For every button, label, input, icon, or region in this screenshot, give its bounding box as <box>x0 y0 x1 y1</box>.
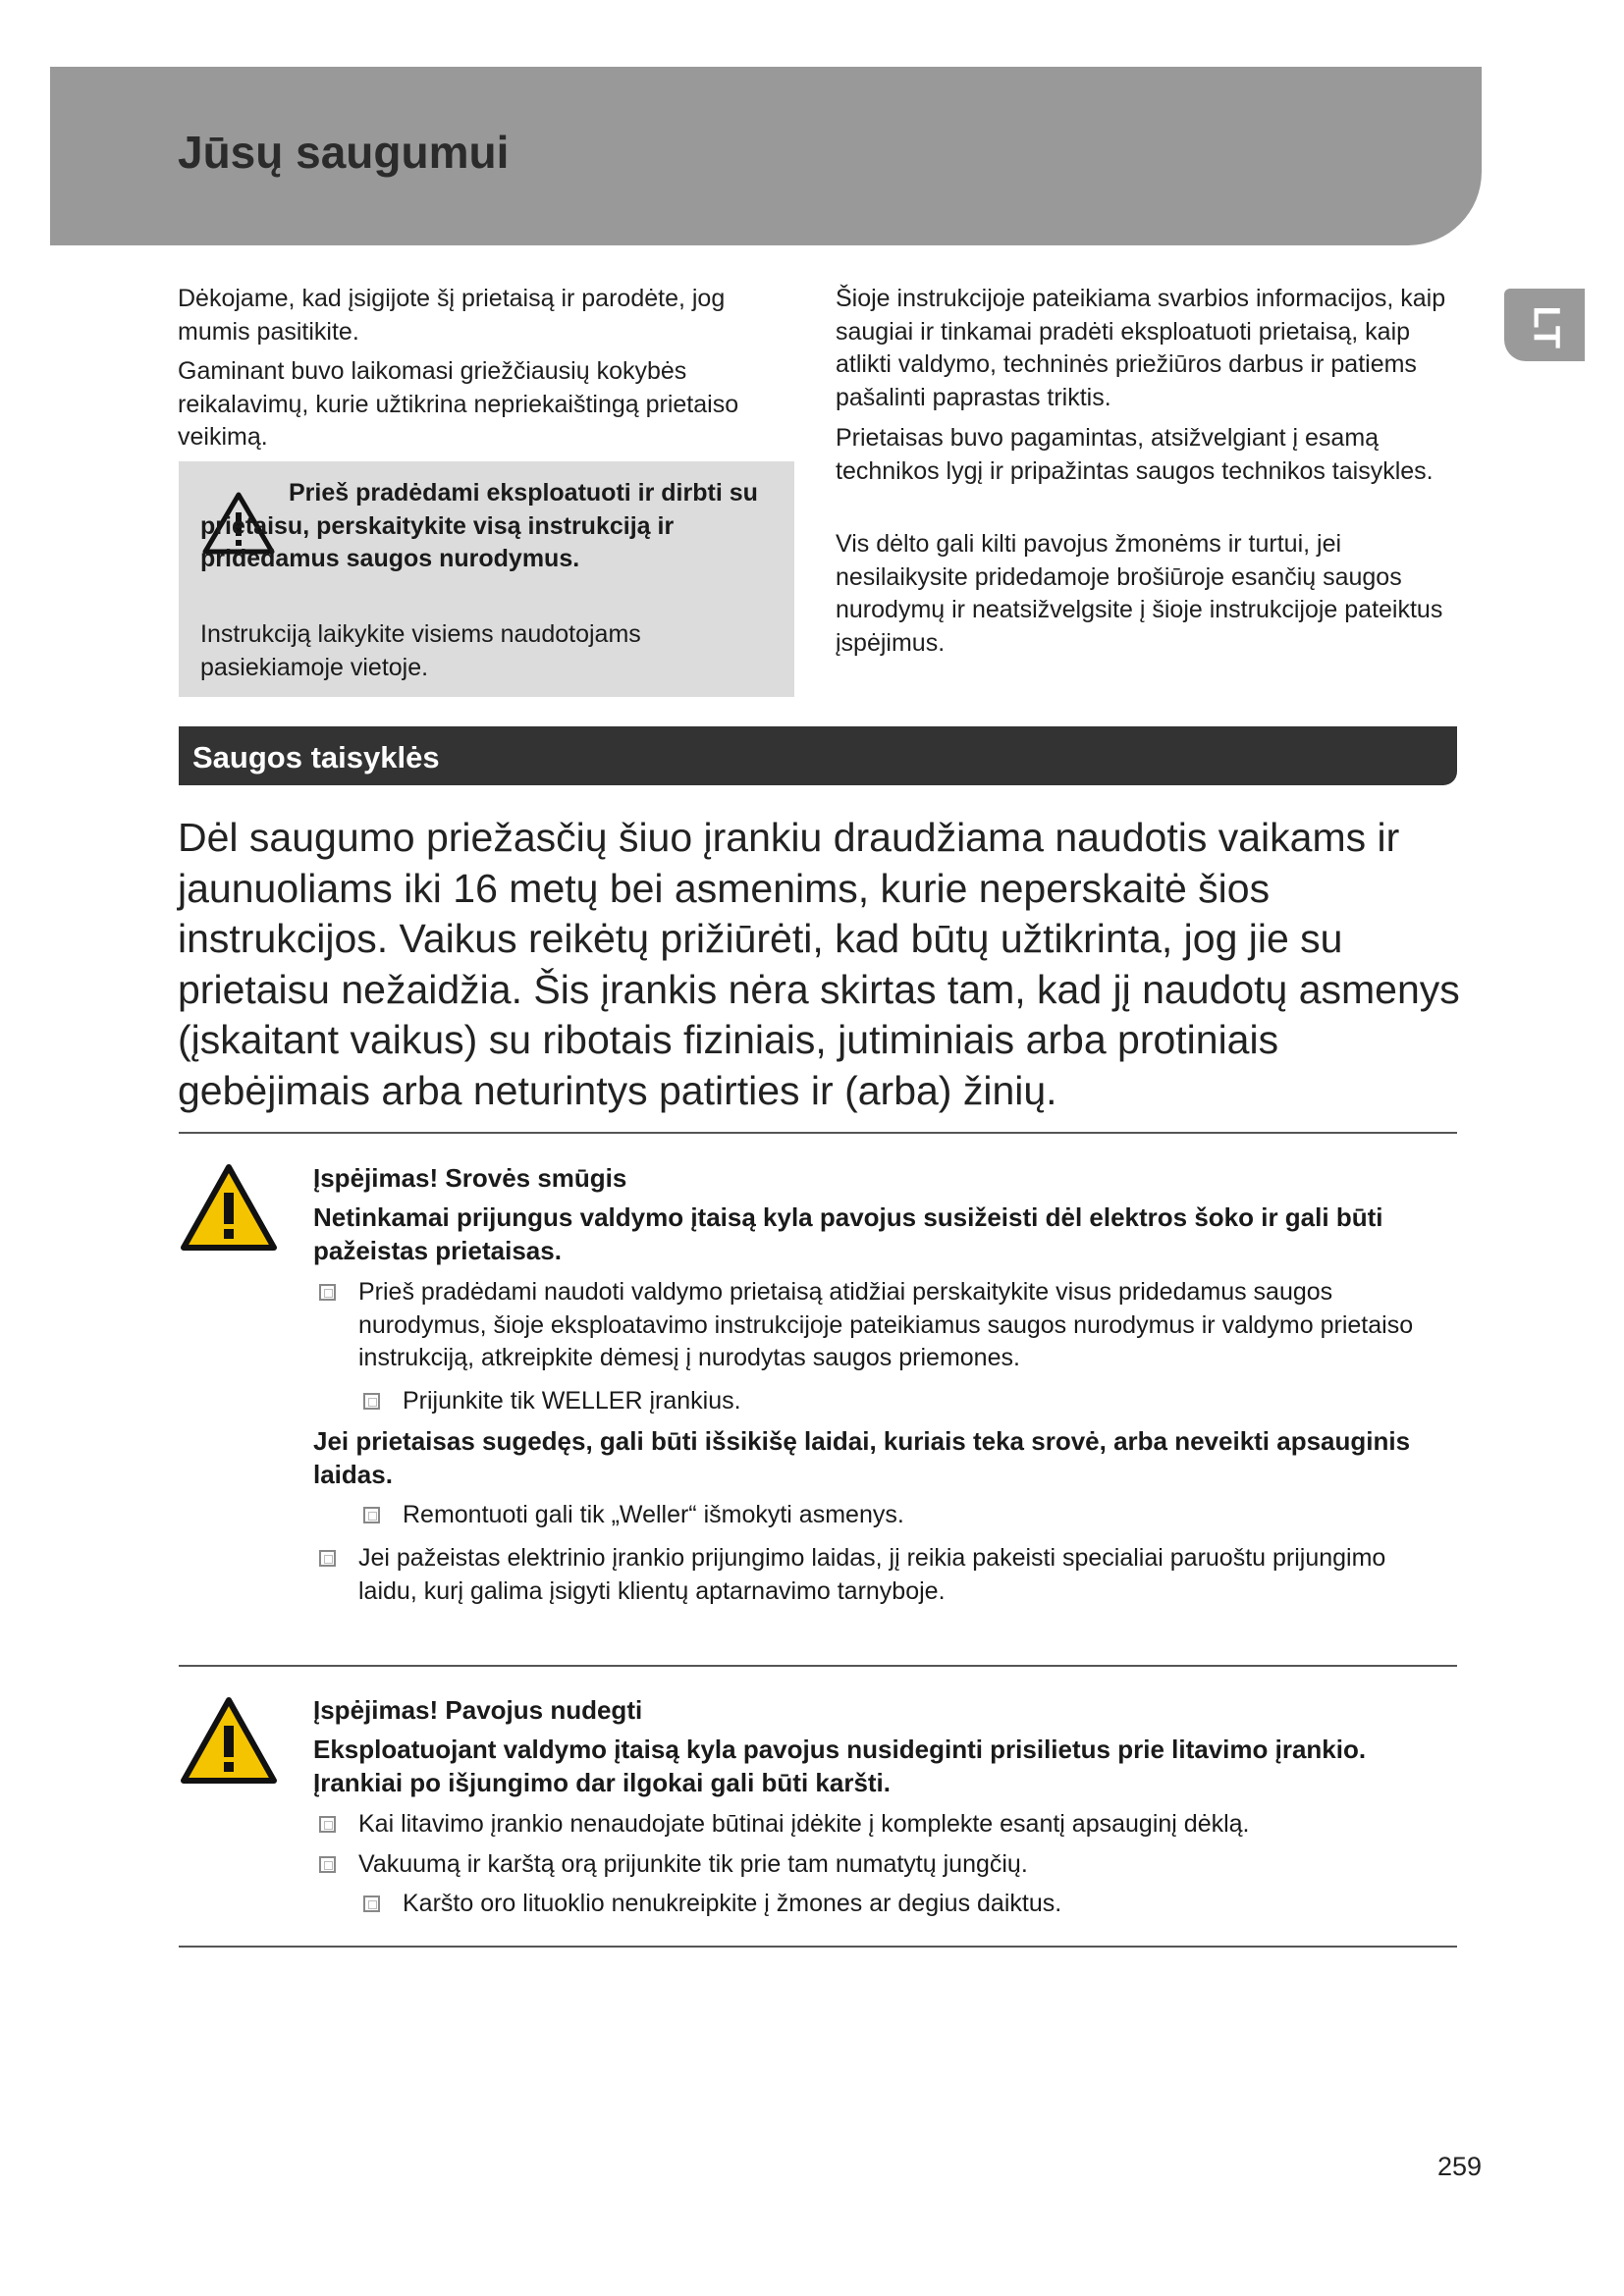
list-item: Jei pažeistas elektrinio įrankio prijungimo laidas, jį reikia pakeisti specialiai paruoštu prijungimo laidu, kurį galima įsigyti klientų aptarnavimo tarnyboje. <box>358 1542 1438 1608</box>
list-item: Karšto oro lituoklio nenukreipkite į žmones ar degius daiktus. <box>403 1888 1443 1921</box>
warning-1-title: Įspėjimas! Srovės smūgis <box>313 1163 627 1193</box>
divider <box>179 1665 1457 1667</box>
checkbox-bullet-icon <box>319 1550 336 1567</box>
divider <box>179 1132 1457 1134</box>
page-title: Jūsų saugumui <box>178 127 510 178</box>
page-number: 259 <box>1437 2152 1483 2181</box>
info-paragraph-1: Šioje instrukcijoje pateikiama svarbios informacijos, kaip saugiai ir tinkamai pradėti eksploatuoti prietaisą, kaip atlikti valdymo, techninės priežiūros darbus ir patiems pašalinti paprastas triktis. <box>836 285 1446 411</box>
intro-paragraph-1: Dėkojame, kad įsigijote šį prietaisą ir parodėte, jog mumis pasitikite. <box>178 285 726 346</box>
intro-paragraph-2: Gaminant buvo laikomasi griežčiausių kokybės reikalavimų, kurie užtikrina nepriekaištingą prietaiso veikimą. <box>178 357 739 451</box>
section-header <box>179 726 1457 785</box>
list-item: Prieš pradėdami naudoti valdymo prietaisą atidžiai perskaitykite visus pridedamus saugos nurodymus, šioje eksploatavimo instrukcijoje pateikiamus saugos nurodymus ir valdymo prietaiso instrukciją, atkreipkite dėmesį į nurodytas saugos priemones. <box>358 1276 1438 1375</box>
language-tab-label: LT <box>1525 305 1567 349</box>
checkbox-bullet-icon <box>363 1507 380 1523</box>
electric-shock-warning-icon <box>180 1163 278 1252</box>
checkbox-bullet-icon <box>319 1856 336 1873</box>
burn-hazard-warning-icon <box>180 1696 278 1785</box>
safety-intro-text: Dėl saugumo priežasčių šiuo įrankiu draudžiama naudotis vaikams ir jaunuoliams iki 16 metų bei asmenims, kurie neperskaitė šios instrukcijos. Vaikus reikėtų prižiūrėti, kad būtų užtikrinta, jog jie su prietaisu nežaidžia. Šis įrankis nėra skirtas tam, kad jį naudotų asmenys (įskaitant vaikus) su ribotais fiziniais, jutiminiais arba protiniais gebėjimais arba neturintys patirties ir (arba) žinių. <box>178 815 1460 1113</box>
divider <box>179 1946 1457 1948</box>
info-paragraph-2: Prietaisas buvo pagamintas, atsižvelgiant į esamą technikos lygį ir pripažintas saugos technikos taisykles. <box>836 424 1434 485</box>
warning-2-title: Įspėjimas! Pavojus nudegti <box>313 1695 643 1725</box>
warning-1-bold-2: Jei prietaisas sugedęs, gali būti išsikišę laidai, kuriais teka srovė, arba neveikti apsauginis laidas. <box>313 1426 1411 1489</box>
notice-text: Instrukciją laikykite visiems naudotojams pasiekiamoje vietoje. <box>200 620 641 681</box>
list-item: Vakuumą ir karštą orą prijunkite tik prie tam numatytų jungčių. <box>358 1848 1438 1882</box>
notice-bold-text: Prieš pradėdami eksploatuoti ir dirbti su prietaisu, perskaitykite visą instrukciją ir pridedamus saugos nurodymus. <box>200 479 758 572</box>
info-paragraph-3: Vis dėlto gali kilti pavojus žmonėms ir turtui, jei nesilaikysite pridedamoje brošiūroje esančių saugos nurodymų ir neatsižvelgsite į šioje instrukcijoje pateiktus įspėjimus. <box>836 530 1443 657</box>
list-item: Remontuoti gali tik „Weller“ išmokyti asmenys. <box>403 1499 1443 1532</box>
language-tab <box>1504 289 1585 361</box>
list-item: Prijunkite tik WELLER įrankius. <box>403 1385 1443 1418</box>
notice-box <box>179 461 794 697</box>
checkbox-bullet-icon <box>319 1816 336 1833</box>
list-item: Kai litavimo įrankio nenaudojate būtinai įdėkite į komplekte esantį apsauginį dėklą. <box>358 1808 1438 1842</box>
checkbox-bullet-icon <box>363 1896 380 1912</box>
checkbox-bullet-icon <box>319 1284 336 1301</box>
checkbox-bullet-icon <box>363 1393 380 1410</box>
warning-2-bold-1: Eksploatuojant valdymo įtaisą kyla pavojus nusideginti prisilietus prie litavimo įrankio. Įrankiai po išjungimo dar ilgokai gali būti karšti. <box>313 1735 1367 1797</box>
section-title: Saugos taisyklės <box>192 740 440 774</box>
warning-1-bold-1: Netinkamai prijungus valdymo įtaisą kyla pavojus susižeisti dėl elektros šoko ir gali būti pažeistas prietaisas. <box>313 1202 1383 1265</box>
